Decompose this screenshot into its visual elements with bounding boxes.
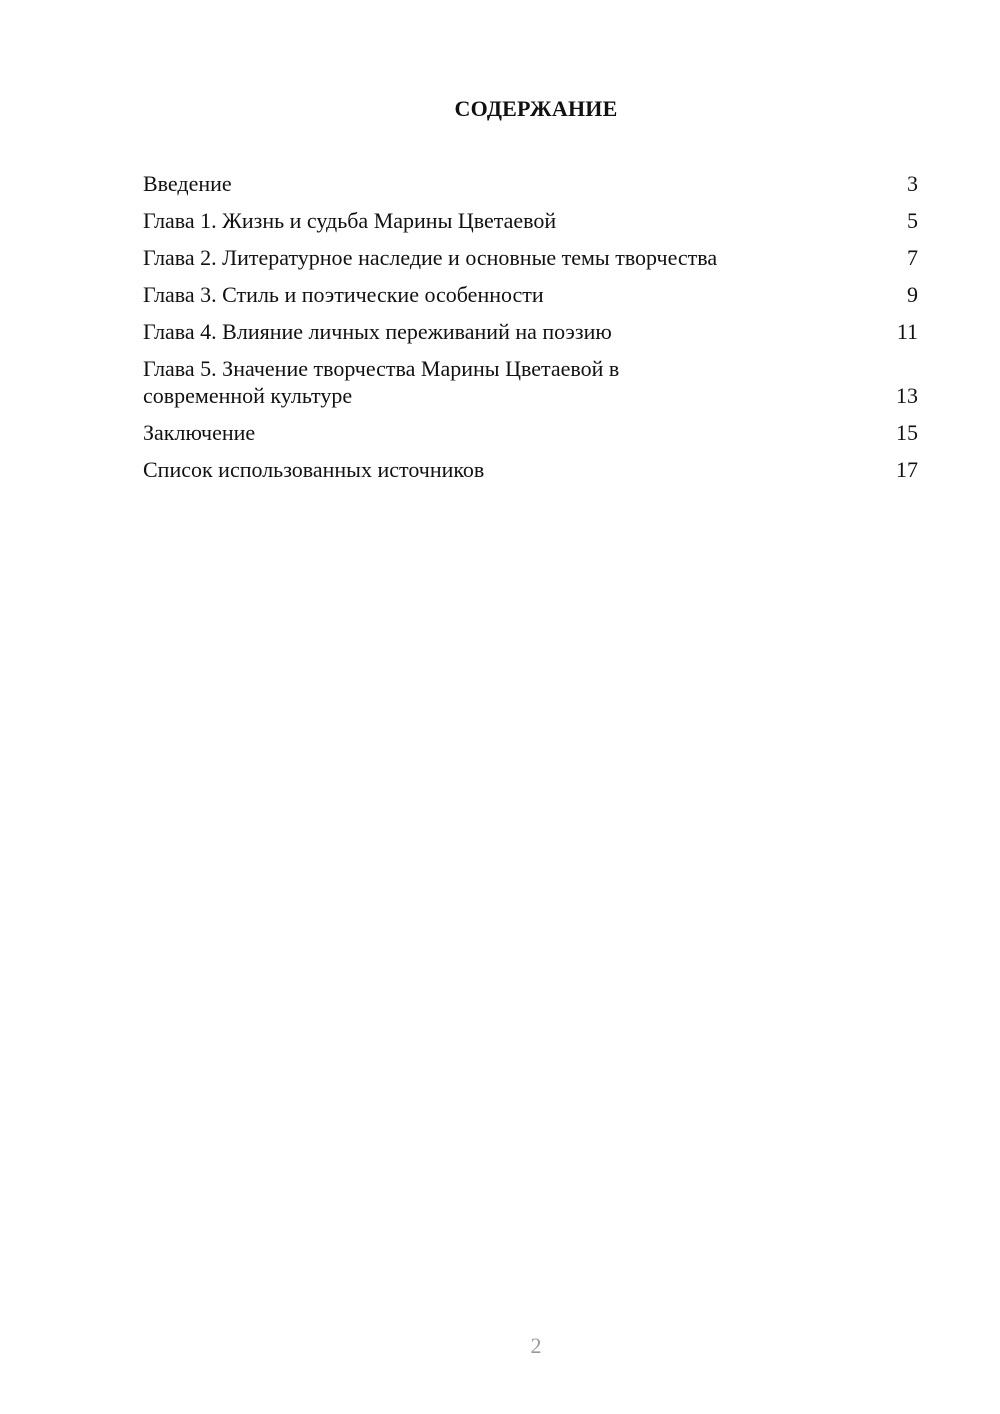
toc-entry-chapter-3 — [143, 281, 918, 308]
toc-entry-title: Список использованных источников — [143, 457, 485, 482]
toc-entry-title: Глава 3. Стиль и поэтические особенности — [143, 282, 544, 307]
toc-entry-page: 5 — [907, 208, 918, 233]
toc-entry-page: 13 — [896, 383, 918, 408]
toc-entry-chapter-2 — [143, 244, 918, 271]
toc-entry-title: Заключение — [143, 420, 256, 445]
toc-entry-chapter-1 — [143, 207, 918, 234]
toc-entry-page: 11 — [896, 319, 918, 344]
toc-entry-conclusion — [143, 419, 918, 446]
toc-entry-title: Введение — [143, 171, 232, 196]
page-title: СОДЕРЖАНИЕ — [454, 96, 618, 121]
page-number: 2 — [530, 1333, 542, 1358]
toc-entry-title: Глава 5. Значение творчества Марины Цветаевой в современной культуре — [143, 356, 620, 408]
toc-entry-introduction — [143, 170, 918, 197]
toc-entry-title: Глава 1. Жизнь и судьба Марины Цветаевой — [143, 208, 557, 233]
toc-entry-page: 9 — [907, 282, 918, 307]
toc-entry-page: 17 — [896, 457, 918, 482]
toc-entry-page: 7 — [907, 245, 918, 270]
toc-entry-page: 15 — [896, 420, 918, 445]
toc-entry-title: Глава 2. Литературное наследие и основные темы творчества — [143, 245, 718, 270]
toc-entry-chapter-4 — [143, 318, 918, 345]
table-of-contents — [143, 170, 918, 493]
toc-entry-title: Глава 4. Влияние личных переживаний на поэзию — [143, 319, 612, 344]
toc-entry-page: 3 — [907, 171, 918, 196]
toc-entry-chapter-5 — [143, 355, 918, 409]
toc-entry-references — [143, 456, 918, 483]
